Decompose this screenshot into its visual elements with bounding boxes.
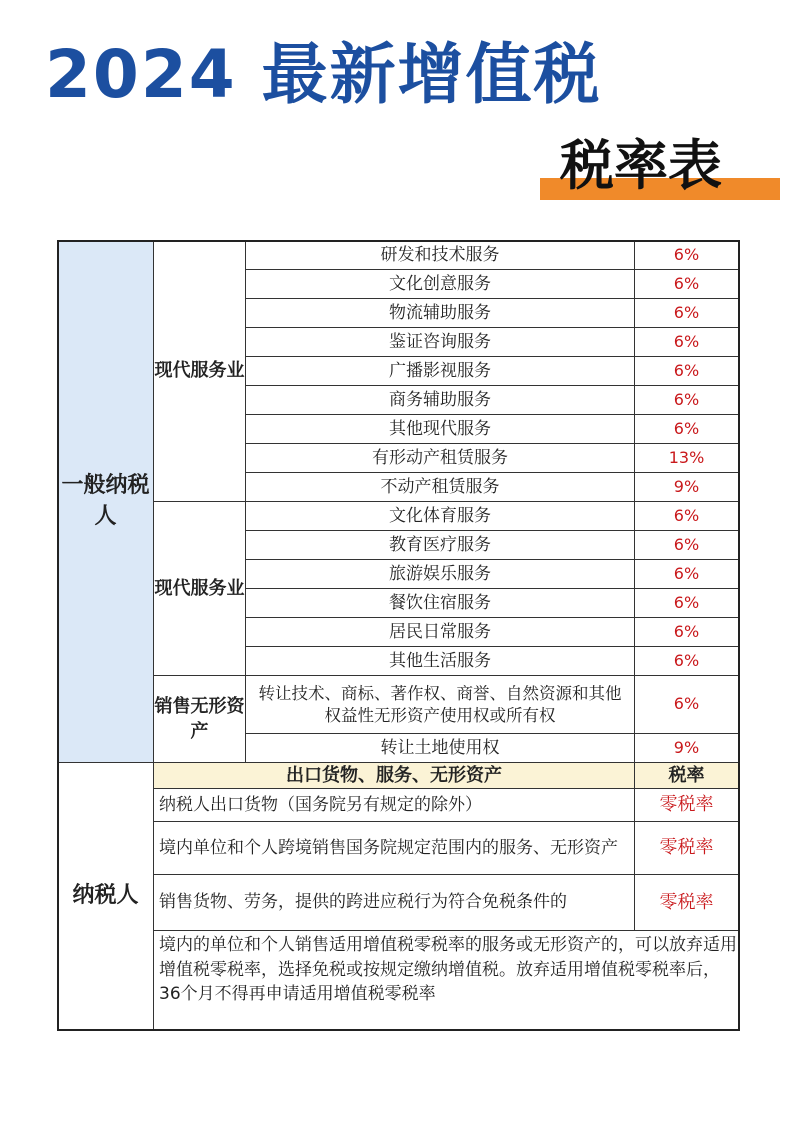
tax-rate-value: 6% [634, 414, 739, 444]
export-item-name: 纳税人出口货物（国务院另有规定的除外） [153, 788, 635, 822]
tax-rate-value: 6% [634, 675, 739, 734]
page-subtitle: 税率表 [560, 134, 722, 197]
service-name: 其他现代服务 [245, 414, 635, 444]
tax-rate-value: 6% [634, 646, 739, 676]
service-name: 有形动产租赁服务 [245, 443, 635, 473]
tax-rate-value: 6% [634, 298, 739, 328]
tax-rate-value: 13% [634, 443, 739, 473]
export-item-name: 境内单位和个人跨境销售国务院规定范围内的服务、无形资产 [153, 821, 635, 875]
tax-rate-value: 9% [634, 472, 739, 502]
category-label: 现代服务业 [153, 501, 246, 676]
general-taxpayer-label: 一般纳税人 [57, 240, 154, 763]
category-label: 现代服务业 [153, 240, 246, 502]
tax-rate-value: 6% [634, 385, 739, 415]
service-name: 转让土地使用权 [245, 733, 635, 763]
service-name: 餐饮住宿服务 [245, 588, 635, 618]
table-border [57, 240, 740, 1031]
tax-rate-value: 6% [634, 327, 739, 357]
service-name: 研发和技术服务 [245, 240, 635, 270]
tax-rate-value: 6% [634, 617, 739, 647]
tax-rate-value: 6% [634, 588, 739, 618]
service-name: 鉴证咨询服务 [245, 327, 635, 357]
service-name: 转让技术、商标、著作权、商誉、自然资源和其他权益性无形资产使用权或所有权 [245, 675, 635, 734]
service-name: 广播影视服务 [245, 356, 635, 386]
service-name: 文化创意服务 [245, 269, 635, 299]
tax-rate-value: 6% [634, 501, 739, 531]
service-name: 物流辅助服务 [245, 298, 635, 328]
service-name: 文化体育服务 [245, 501, 635, 531]
export-item-rate: 零税率 [634, 821, 739, 875]
column-header-item: 出口货物、服务、无形资产 [153, 762, 635, 789]
service-name: 不动产租赁服务 [245, 472, 635, 502]
zero-rate-note: 境内的单位和个人销售适用增值税零税率的服务或无形资产的，可以放弃适用增值税零税率，选择免税或按规定缴纳增值税。放弃适用增值税零税率后，36个月不得再申请适用增值税零税率 [153, 930, 739, 1030]
tax-rate-value: 6% [634, 559, 739, 589]
export-item-rate: 零税率 [634, 788, 739, 822]
column-header-rate: 税率 [634, 762, 739, 789]
tax-rate-value: 6% [634, 240, 739, 270]
taxpayer-label: 纳税人 [57, 762, 154, 1030]
page-title: 2024 最新增值税 [45, 36, 602, 113]
service-name: 居民日常服务 [245, 617, 635, 647]
subtitle-block [540, 136, 780, 206]
service-name: 商务辅助服务 [245, 385, 635, 415]
export-item-rate: 零税率 [634, 874, 739, 931]
service-name: 其他生活服务 [245, 646, 635, 676]
tax-rate-value: 6% [634, 269, 739, 299]
service-name: 教育医疗服务 [245, 530, 635, 560]
tax-rate-value: 6% [634, 356, 739, 386]
service-name: 旅游娱乐服务 [245, 559, 635, 589]
category-label: 销售无形资产 [153, 675, 246, 763]
tax-rate-value: 9% [634, 733, 739, 763]
export-item-name: 销售货物、劳务，提供的跨进应税行为符合免税条件的 [153, 874, 635, 931]
tax-rate-value: 6% [634, 530, 739, 560]
